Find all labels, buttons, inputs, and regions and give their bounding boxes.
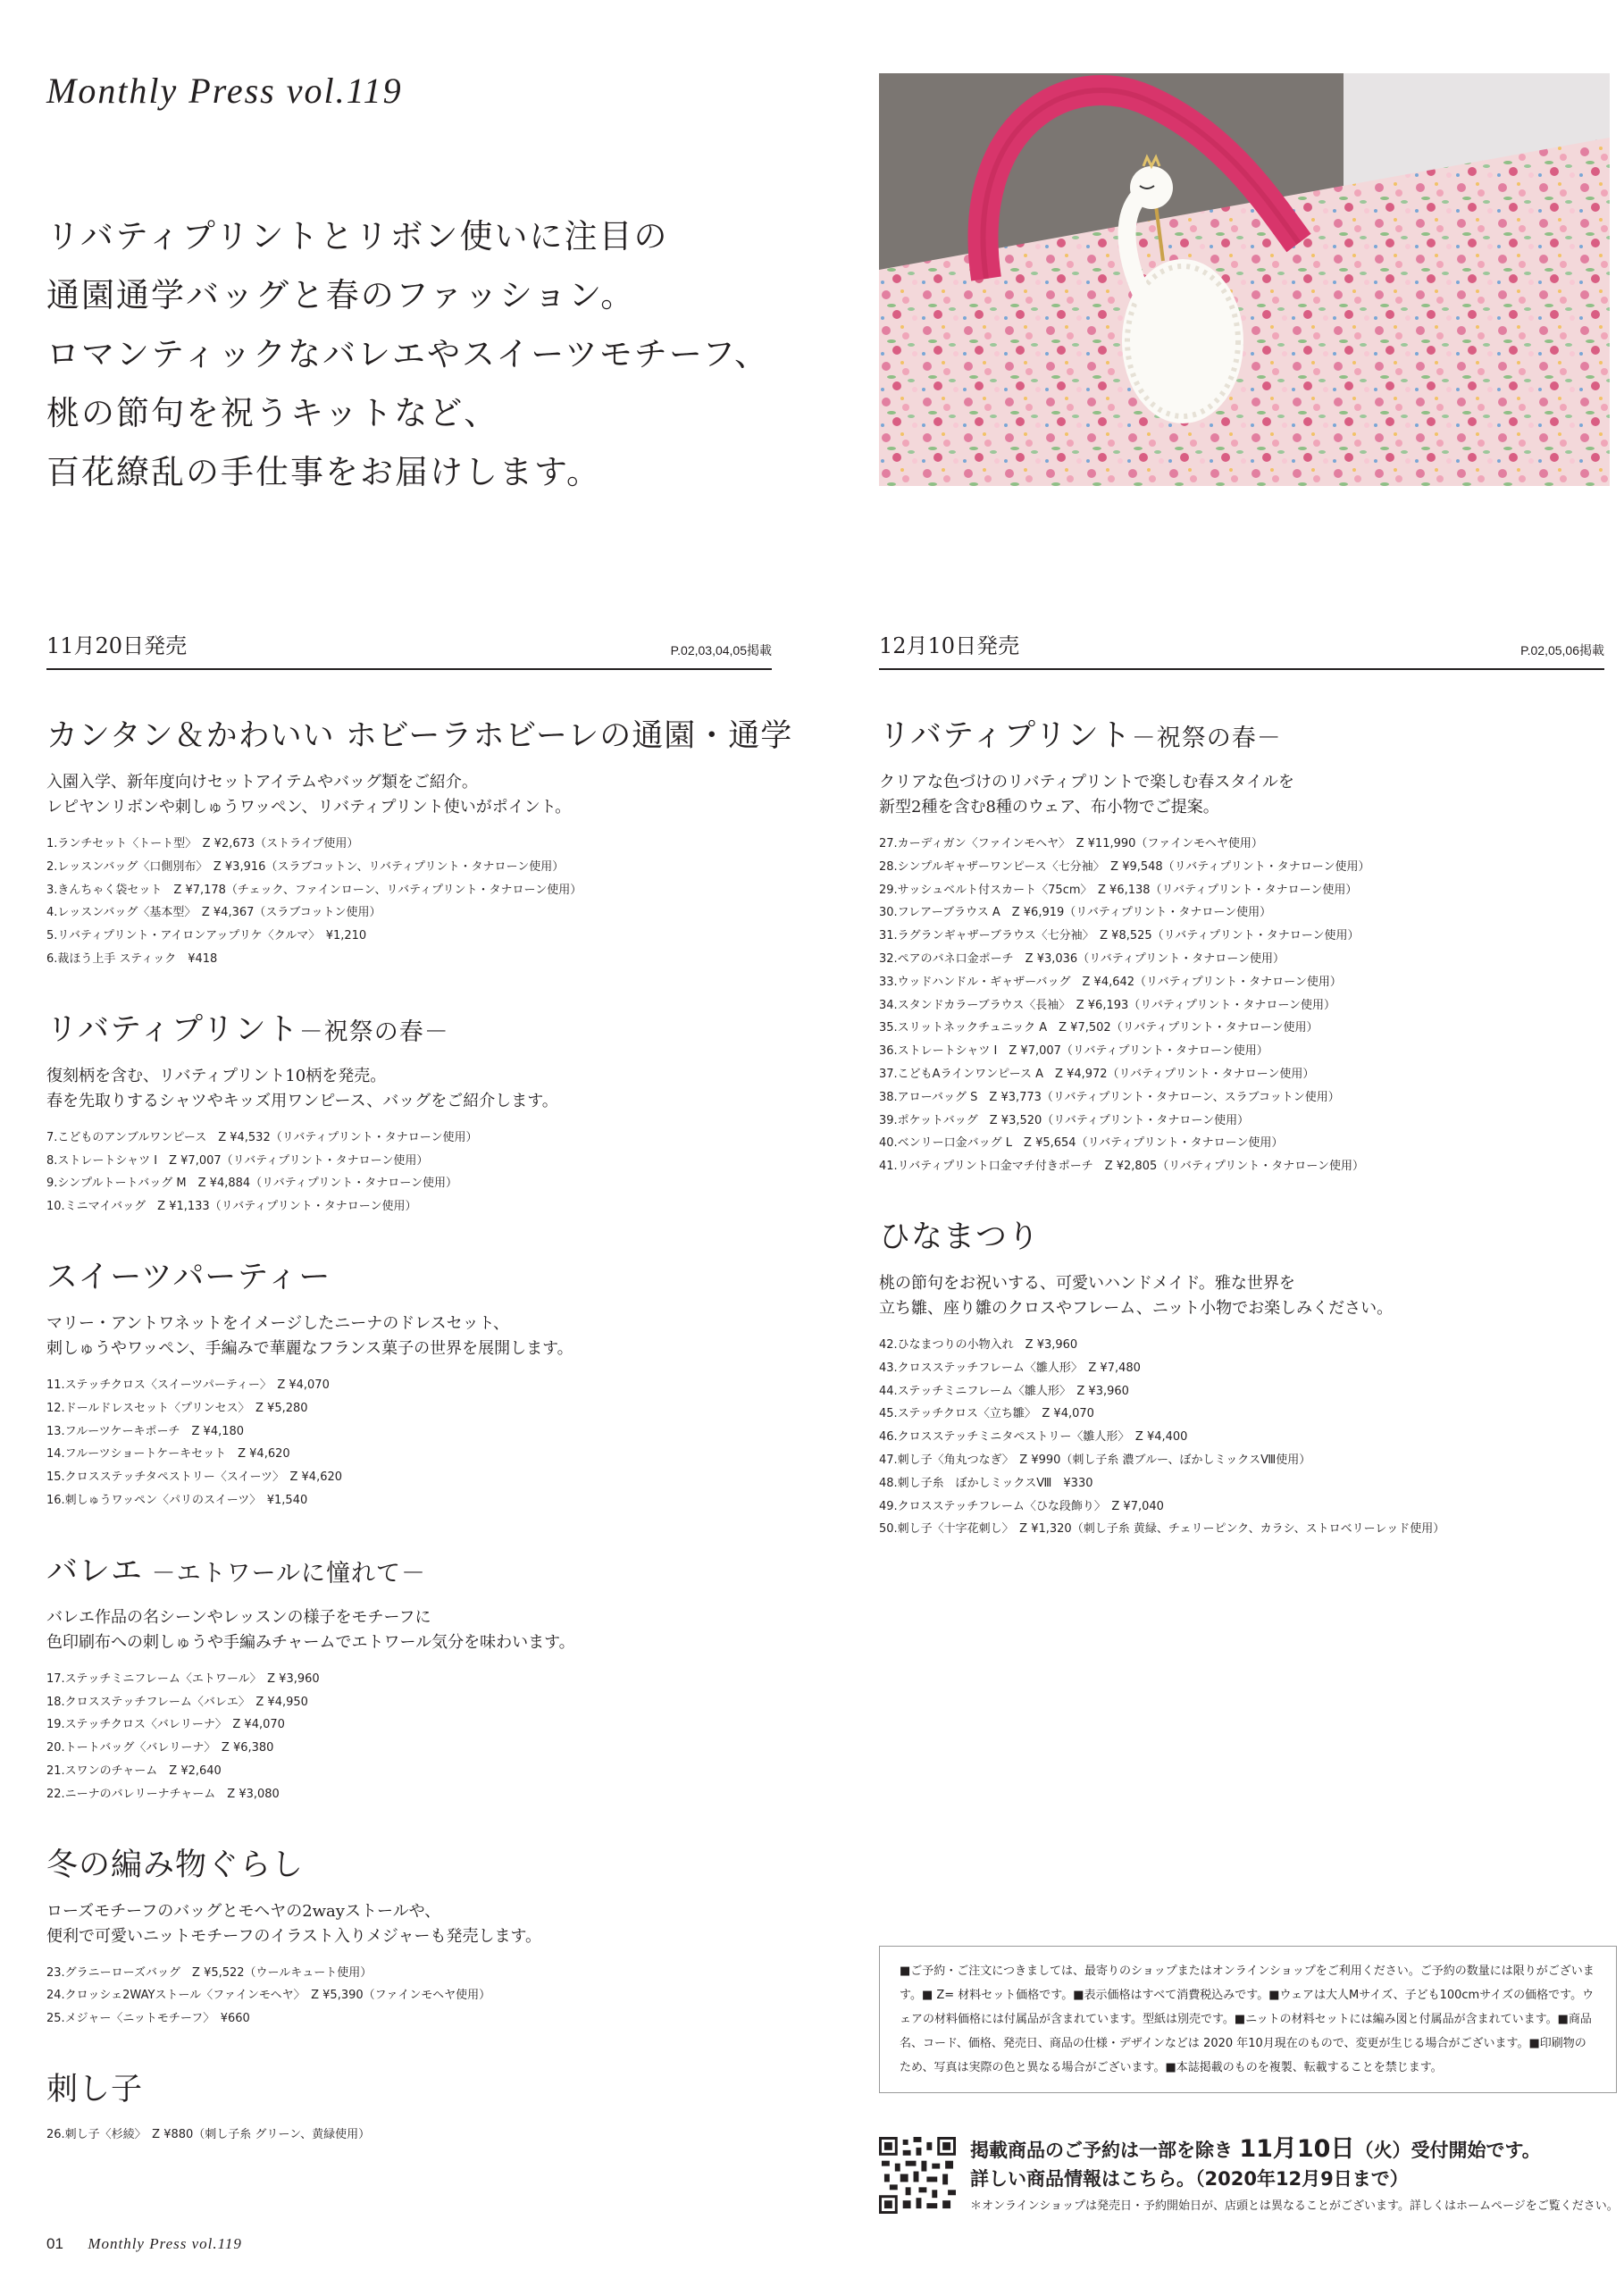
section-liberty-spring bbox=[879, 711, 1604, 1178]
section-title-text: スイーツパーティー bbox=[46, 1259, 331, 1295]
footer-publication-name: Monthly Press vol.119 bbox=[88, 2235, 242, 2252]
description-line: 便利で可愛いニットモチーフのイラスト入りメジャーも発売します。 bbox=[46, 1926, 542, 1946]
product-item: 23.グラニーローズバッグ Z ¥5,522（ウールキュート使用） bbox=[46, 1965, 373, 1980]
section-title bbox=[46, 2065, 772, 2109]
product-item: 17.ステッチミニフレーム〈エトワール〉 Z ¥3,960 bbox=[46, 1671, 320, 1686]
product-list bbox=[879, 833, 1604, 1178]
order-notice-box: ■ご予約・ご注文につきましては、最寄りのショップまたはオンラインショップをご利用ください。ご予約の数量には限りがございます。■ Z= 材料セット価格です。■表示価格はすべて消費税込みです。■ウェアは大人Mサイズ、子ども100cmサイズの価格です。ウェアの材料価格には付属品が含まれています。型紙は別売です。■ニットの材料セットには編み図と付属品が含まれています。■商品名、コード、価格、発売日、商品の仕様・デザインなどは 2020 年10月現在のもので、変更が生じる場合がございます。■印刷物のため、写真は実際の色と異なる場合がございます。■本誌掲載のものを複製、転載することを禁じます。 bbox=[879, 1946, 1617, 2093]
lead-copy bbox=[46, 207, 769, 502]
section-title-text: リバティプリント bbox=[879, 718, 1132, 754]
product-item: 46.クロスステッチミニタペストリー〈雛人形〉 Z ¥4,400 bbox=[879, 1430, 1188, 1445]
product-item: 21.スワンのチャーム Z ¥2,640 bbox=[46, 1763, 222, 1778]
column-header bbox=[46, 632, 772, 670]
product-item: 15.クロスステッチタペストリー〈スイーツ〉 Z ¥4,620 bbox=[46, 1470, 343, 1485]
section-title bbox=[46, 1546, 772, 1591]
product-item: 39.ポケットバッグ Z ¥3,520（リバティプリント・タナローン使用） bbox=[879, 1113, 1250, 1127]
product-item: 1.ランチセット〈トート型〉 Z ¥2,673（ストライプ使用） bbox=[46, 837, 359, 850]
product-item: 49.クロスステッチフレーム〈ひな段飾り〉 Z ¥7,040 bbox=[879, 1499, 1164, 1513]
section-title-text: バレエ bbox=[46, 1553, 144, 1589]
product-item: 41.リバティプリント口金マチ付きポーチ Z ¥2,805（リバティプリント・タナローン使用） bbox=[879, 1160, 1365, 1174]
section-description bbox=[879, 1271, 1604, 1321]
product-list bbox=[46, 833, 772, 971]
product-item: 8.ストレートシャツ Ⅰ Z ¥7,007（リバティプリント・タナローン使用） bbox=[46, 1153, 429, 1168]
product-list bbox=[46, 1374, 772, 1512]
section-school bbox=[46, 711, 793, 971]
section-title bbox=[879, 1212, 1604, 1257]
section-subtitle: －祝祭の春－ bbox=[1131, 725, 1282, 752]
product-list bbox=[46, 1962, 772, 2031]
online-shop-note: ＊オンラインショップは発売日・予約開始日が、店頭とは異なることがございます。詳しくはホームページをご覧ください。 bbox=[970, 2199, 1619, 2213]
column-header bbox=[879, 632, 1604, 670]
product-item: 31.ラグランギャザーブラウス〈七分袖〉 Z ¥8,525（リバティプリント・タナローン使用） bbox=[879, 929, 1360, 943]
product-item: 22.ニーナのバレリーナチャーム Z ¥3,080 bbox=[46, 1787, 280, 1801]
product-info-link[interactable]: 詳しい商品情報はこちら。（2020年12月9日まで） bbox=[970, 2168, 1409, 2190]
product-item: 19.ステッチクロス〈バレリーナ〉 Z ¥4,070 bbox=[46, 1718, 285, 1732]
product-item: 40.ベンリー口金バッグ L Z ¥5,654（リバティプリント・タナローン使用） bbox=[879, 1136, 1284, 1151]
section-title bbox=[46, 1005, 772, 1050]
tote-bag-swan-photo bbox=[879, 73, 1610, 486]
product-item: 20.トートバッグ〈バレリーナ〉 Z ¥6,380 bbox=[46, 1741, 274, 1755]
product-item: 11.ステッチクロス〈スイーツパーティー〉 Z ¥4,070 bbox=[46, 1378, 330, 1392]
section-sashiko bbox=[46, 2065, 772, 2147]
product-item: 5.リバティプリント・アイロンアップリケ〈クルマ〉 ¥1,210 bbox=[46, 929, 367, 943]
description-line: バレエ作品の名シーンやレッスンの様子をモチーフに bbox=[46, 1607, 431, 1627]
description-line: 入園入学、新年度向けセットアイテムやバッグ類をご紹介。 bbox=[46, 773, 478, 792]
description-line: マリー・アントワネットをイメージしたニーナのドレスセット、 bbox=[46, 1313, 510, 1333]
product-list bbox=[46, 2124, 772, 2147]
description-line: 春を先取りするシャツやキッズ用ワンピース、バッグをご紹介します。 bbox=[46, 1091, 558, 1110]
section-knitting bbox=[46, 1840, 772, 2031]
section-title-text: 冬の編み物ぐらし bbox=[46, 1847, 305, 1883]
product-item: 35.スリットネックチュニック A Z ¥7,502（リバティプリント・タナローン使用） bbox=[879, 1021, 1318, 1035]
page-footer bbox=[46, 2235, 242, 2253]
description-line: 復刻柄を含む、リバティプリント10柄を発売。 bbox=[46, 1066, 387, 1085]
section-title bbox=[46, 1252, 772, 1297]
page-reference: P.02,05,06掲載 bbox=[1520, 643, 1604, 658]
section-description bbox=[879, 770, 1604, 820]
section-liberty bbox=[46, 1005, 772, 1219]
product-item: 26.刺し子〈杉綾〉 Z ¥880（刺し子糸 グリーン、黄緑使用） bbox=[46, 2127, 371, 2141]
product-list bbox=[46, 1668, 772, 1806]
section-sweets bbox=[46, 1252, 772, 1512]
section-title-text: リバティプリント bbox=[46, 1011, 299, 1048]
product-item: 32.ペアのバネ口金ポーチ Z ¥3,036（リバティプリント・タナローン使用） bbox=[879, 951, 1285, 966]
product-item: 16.刺しゅうワッペン〈パリのスイーツ〉 ¥1,540 bbox=[46, 1493, 308, 1507]
section-title bbox=[46, 1840, 772, 1885]
description-line: 刺しゅうやワッペン、手編みで華麗なフランス菓子の世界を展開します。 bbox=[46, 1338, 573, 1358]
description-line: クリアな色づけのリバティプリントで楽しむ春スタイルを bbox=[879, 773, 1294, 792]
page-reference: P.02,03,04,05掲載 bbox=[670, 643, 772, 658]
product-item: 24.クロッシェ2WAYストール〈ファインモヘヤ〉 Z ¥5,390（ファインモヘヤ使用） bbox=[46, 1989, 491, 2003]
section-description bbox=[46, 1899, 772, 1949]
section-description bbox=[46, 770, 772, 820]
product-item: 6.裁ほう上手 スティック ¥418 bbox=[46, 951, 218, 966]
description-line: 新型2種を含む8種のウェア、布小物でご提案。 bbox=[879, 798, 1219, 817]
section-description bbox=[46, 1064, 772, 1114]
release-date: 12月10日発売 bbox=[879, 633, 1020, 658]
section-title-text: カンタン＆かわいい ホビーラホビーレの通園・通学 bbox=[46, 718, 793, 754]
reservation-text: （火）受付開始です。 bbox=[1354, 2140, 1541, 2161]
description-line: ローズモチーフのバッグとモヘヤの2wayストールや、 bbox=[46, 1901, 441, 1921]
section-title bbox=[46, 711, 793, 756]
product-item: 37.こどもAラインワンピース A Z ¥4,972（リバティプリント・タナローン使用） bbox=[879, 1067, 1315, 1081]
product-item: 27.カーディガン〈ファインモヘヤ〉 Z ¥11,990（ファインモヘヤ使用） bbox=[879, 837, 1263, 850]
product-item: 30.フレアーブラウス A Z ¥6,919（リバティプリント・タナローン使用） bbox=[879, 906, 1272, 920]
product-item: 7.こどものアンブルワンピース Z ¥4,532（リバティプリント・タナローン使用） bbox=[46, 1130, 478, 1144]
section-ballet bbox=[46, 1546, 772, 1806]
reservation-start bbox=[970, 2135, 1619, 2165]
product-item: 48.刺し子糸 ぼかしミックスⅧ ¥330 bbox=[879, 1476, 1093, 1490]
product-item: 47.刺し子〈角丸つなぎ〉 Z ¥990（刺し子糸 濃ブルー、ぼかしミックスⅧ使用） bbox=[879, 1453, 1311, 1467]
release-column-nov20 bbox=[46, 632, 793, 2147]
lead-line: 通園通学バッグと春のファッション。 bbox=[46, 276, 636, 314]
product-item: 38.アローバッグ S Z ¥3,773（リバティプリント・タナローン、スラブコットン使用） bbox=[879, 1090, 1340, 1104]
product-item: 9.シンプルトートバッグ M Z ¥4,884（リバティプリント・タナローン使用） bbox=[46, 1177, 457, 1191]
description-line: 色印刷布への刺しゅうや手編みチャームでエトワール気分を味わいます。 bbox=[46, 1632, 575, 1652]
product-list bbox=[879, 1334, 1604, 1541]
product-item: 3.きんちゃく袋セット Z ¥7,178（チェック、ファインローン、リバティプリント・タナローン使用） bbox=[46, 883, 582, 897]
product-item: 2.レッスンバッグ〈口側別布〉 Z ¥3,916（スラブコットン、リバティプリント・タナローン使用） bbox=[46, 859, 565, 874]
product-item: 13.フルーツケーキポーチ Z ¥4,180 bbox=[46, 1424, 245, 1438]
lead-line: 百花繚乱の手仕事をお届けします。 bbox=[46, 453, 602, 491]
product-item: 33.ウッドハンドル・ギャザーバッグ Z ¥4,642（リバティプリント・タナローン使用） bbox=[879, 975, 1342, 989]
product-list bbox=[46, 1127, 772, 1219]
product-item: 10.ミニマイバッグ Z ¥1,133（リバティプリント・タナローン使用） bbox=[46, 1200, 417, 1214]
section-subtitle: －祝祭の春－ bbox=[298, 1018, 449, 1046]
product-item: 45.ステッチクロス〈立ち雛〉 Z ¥4,070 bbox=[879, 1407, 1094, 1421]
product-item: 4.レッスンバッグ〈基本型〉 Z ¥4,367（スラブコットン使用） bbox=[46, 906, 381, 920]
section-title-text: ひなまつり bbox=[879, 1219, 1041, 1255]
section-description bbox=[46, 1605, 772, 1655]
section-title-text: 刺し子 bbox=[46, 2071, 144, 2107]
release-date: 11月20日発売 bbox=[46, 633, 188, 658]
reservation-date: 11月10日 bbox=[1239, 2135, 1355, 2163]
product-item: 12.ドールドレスセット〈プリンセス〉 Z ¥5,280 bbox=[46, 1401, 308, 1415]
product-item: 14.フルーツショートケーキセット Z ¥4,620 bbox=[46, 1447, 290, 1462]
description-line: 立ち雛、座り雛のクロスやフレーム、ニット小物でお楽しみください。 bbox=[879, 1298, 1394, 1318]
lead-line: リバティプリントとリボン使いに注目の bbox=[46, 217, 669, 256]
section-description bbox=[46, 1311, 772, 1361]
release-column-dec10 bbox=[879, 632, 1604, 1541]
lead-line: 桃の節句を祝うキットなど、 bbox=[46, 394, 499, 432]
product-item: 28.シンプルギャザーワンピース〈七分袖〉 Z ¥9,548（リバティプリント・タナローン使用） bbox=[879, 859, 1370, 874]
product-item: 25.メジャー〈ニットモチーフ〉 ¥660 bbox=[46, 2012, 250, 2026]
qr-code-icon[interactable] bbox=[879, 2137, 956, 2214]
product-item: 29.サッシュベルト付スカート〈75cm〉 Z ¥6,138（リバティプリント・タナローン使用） bbox=[879, 883, 1358, 897]
reservation-info bbox=[970, 2135, 1619, 2220]
page-number: 01 bbox=[46, 2235, 63, 2252]
masthead: Monthly Press vol.119 bbox=[46, 71, 403, 111]
product-item: 43.クロスステッチフレーム〈雛人形〉 Z ¥7,480 bbox=[879, 1361, 1141, 1375]
section-title bbox=[879, 711, 1604, 756]
description-line: レピヤンリボンや刺しゅうワッペン、リバティプリント使いがポイント。 bbox=[46, 798, 572, 817]
product-item: 50.刺し子〈十字花刺し〉 Z ¥1,320（刺し子糸 黄緑、チェリーピンク、カラシ、ストロベリーレッド使用） bbox=[879, 1522, 1445, 1537]
reservation-text: 掲載商品のご予約は一部を除き bbox=[970, 2140, 1240, 2161]
section-subtitle: －エトワールに憧れて－ bbox=[143, 1559, 427, 1587]
description-line: 桃の節句をお祝いする、可愛いハンドメイド。雅な世界を bbox=[879, 1273, 1295, 1293]
lead-line: ロマンティックなバレエやスイーツモチーフ、 bbox=[46, 335, 770, 373]
product-item: 44.ステッチミニフレーム〈雛人形〉 Z ¥3,960 bbox=[879, 1384, 1129, 1398]
product-item: 36.ストレートシャツ Ⅰ Z ¥7,007（リバティプリント・タナローン使用） bbox=[879, 1044, 1268, 1059]
product-item: 18.クロスステッチフレーム〈バレエ〉 Z ¥4,950 bbox=[46, 1695, 308, 1709]
section-hinamatsuri bbox=[879, 1212, 1604, 1541]
product-item: 42.ひなまつりの小物入れ Z ¥3,960 bbox=[879, 1337, 1078, 1352]
cover-photo bbox=[879, 73, 1610, 486]
product-item: 34.スタンドカラーブラウス〈長袖〉 Z ¥6,193（リバティプリント・タナローン使用） bbox=[879, 998, 1336, 1012]
